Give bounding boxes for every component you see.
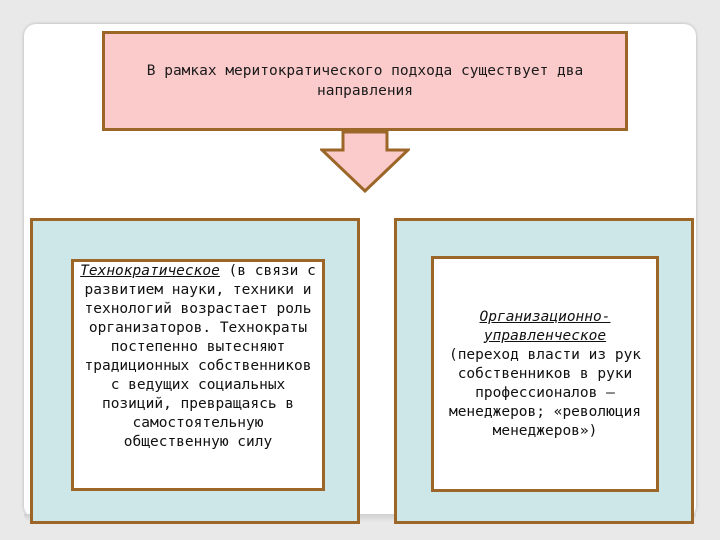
managerial-panel xyxy=(394,218,694,524)
approach-box xyxy=(102,31,628,131)
technocratic-panel xyxy=(30,218,360,524)
technocratic-term: Технократическое xyxy=(80,263,220,279)
managerial-description: (переход власти из рук собственников в руки профессионалов – менеджеров; «революция менеджеров») xyxy=(448,346,642,439)
technocratic-card xyxy=(71,259,325,491)
managerial-card xyxy=(431,256,659,492)
technocratic-description: (в связи с развитием науки, техники и технологий возрастает роль организаторов. Технократы постепенно вытесняют традиционных собственников с ведущих социальных позиций, превращаясь в самостоятельную общественную силу xyxy=(84,263,316,450)
managerial-term: Организационно-управленческое xyxy=(479,308,611,344)
down-arrow-icon xyxy=(320,131,410,193)
approach-text: В рамках меритократического подхода существует два направления xyxy=(146,63,584,99)
